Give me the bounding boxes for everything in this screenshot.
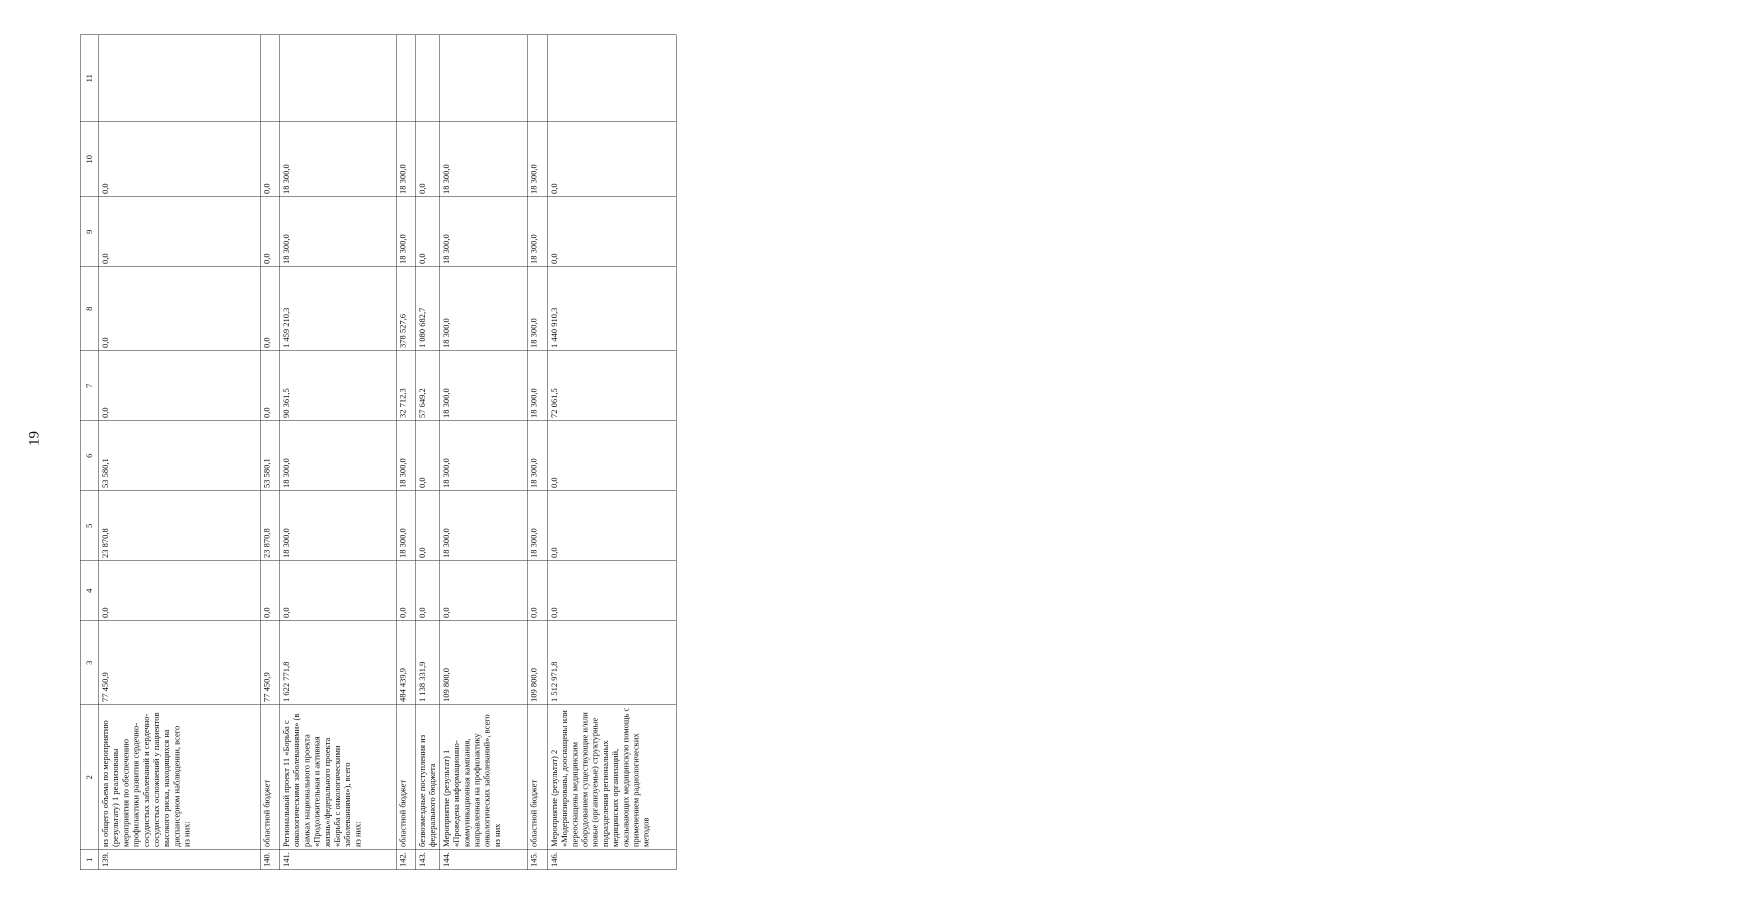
cell-c3: 109 800,0 xyxy=(527,621,548,705)
cell-c5: 18 300,0 xyxy=(396,491,416,561)
cell-c6: 53 580,1 xyxy=(260,421,280,491)
cell-c6: 53 580,1 xyxy=(99,421,261,491)
table-row xyxy=(548,35,677,870)
row-name: безвозмездные поступления из федерального бюджета xyxy=(416,705,440,850)
row-name-suffix: из них xyxy=(492,823,502,847)
cell-c9: 18 300,0 xyxy=(280,197,397,267)
cell-c10: 18 300,0 xyxy=(280,122,397,197)
cell-c4: 0,0 xyxy=(280,561,397,621)
row-number: 145. xyxy=(527,850,548,870)
cell-c6: 18 300,0 xyxy=(440,421,528,491)
cell-c3: 109 800,0 xyxy=(440,621,528,705)
cell-c5: 0,0 xyxy=(416,491,440,561)
row-name-text: Региональный проект 11 «Борьба с онкологическими заболеваниями» (в рамках национального проекта «Продолжительная и активная жизнь»/федерального проекта «Борьба с онкологическими заболеваниями»), всего xyxy=(281,713,353,847)
cell-c5: 0,0 xyxy=(548,491,677,561)
cell-c5: 23 870,8 xyxy=(260,491,280,561)
cell-c5: 18 300,0 xyxy=(440,491,528,561)
cell-c7: 18 300,0 xyxy=(440,351,528,421)
cell-c8: 378 527,6 xyxy=(396,267,416,351)
cell-c11 xyxy=(396,35,416,122)
cell-c8: 0,0 xyxy=(260,267,280,351)
cell-c11 xyxy=(440,35,528,122)
row-name-text: Мероприятие (результат) 1 «Проведена информационно-коммуникационная кампания, направленная на профилактику онкологических заболеваний», всего xyxy=(441,714,492,847)
cell-c10: 18 300,0 xyxy=(440,122,528,197)
row-number: 139. xyxy=(99,850,261,870)
table-row xyxy=(99,35,261,870)
row-name: областной бюджет xyxy=(527,705,548,850)
row-name-suffix: из них: xyxy=(182,821,192,847)
cell-c11 xyxy=(527,35,548,122)
row-name-text: из общего объема по мероприятию (результату) 1 реализованы мероприятия по обеспечению профилактики развития сердечно-сосудистых заболеваний и сердечно-сосудистых осложнений у пациентов высокого риска, находящихся на диспансерном наблюдении, всего xyxy=(100,712,182,847)
header-cell: 7 xyxy=(80,351,99,421)
cell-c4: 0,0 xyxy=(527,561,548,621)
cell-c7: 90 361,5 xyxy=(280,351,397,421)
cell-c4: 0,0 xyxy=(99,561,261,621)
row-name xyxy=(280,705,397,850)
cell-c11 xyxy=(416,35,440,122)
cell-c5: 18 300,0 xyxy=(527,491,548,561)
cell-c7: 0,0 xyxy=(99,351,261,421)
row-name: областной бюджет xyxy=(396,705,416,850)
cell-c4: 0,0 xyxy=(260,561,280,621)
cell-c9: 0,0 xyxy=(260,197,280,267)
cell-c10: 0,0 xyxy=(99,122,261,197)
cell-c3: 1 622 771,8 xyxy=(280,621,397,705)
cell-c7: 57 649,2 xyxy=(416,351,440,421)
cell-c9: 0,0 xyxy=(99,197,261,267)
cell-c4: 0,0 xyxy=(416,561,440,621)
cell-c4: 0,0 xyxy=(440,561,528,621)
header-cell: 1 xyxy=(80,850,99,870)
cell-c4: 0,0 xyxy=(548,561,677,621)
row-name xyxy=(99,705,261,850)
cell-c9: 18 300,0 xyxy=(440,197,528,267)
cell-c7: 0,0 xyxy=(260,351,280,421)
row-number: 140. xyxy=(260,850,280,870)
cell-c7: 72 061,5 xyxy=(548,351,677,421)
cell-c5: 23 870,8 xyxy=(99,491,261,561)
cell-c3: 1 512 971,8 xyxy=(548,621,677,705)
cell-c8: 1 440 910,3 xyxy=(548,267,677,351)
table-row xyxy=(527,35,548,870)
table-row xyxy=(280,35,397,870)
cell-c8: 18 300,0 xyxy=(440,267,528,351)
cell-c3: 1 138 331,9 xyxy=(416,621,440,705)
table-row xyxy=(416,35,440,870)
row-number: 146. xyxy=(548,850,677,870)
header-cell: 9 xyxy=(80,197,99,267)
cell-c9: 18 300,0 xyxy=(527,197,548,267)
cell-c10: 0,0 xyxy=(260,122,280,197)
header-row xyxy=(80,35,99,870)
row-name-suffix: из них: xyxy=(352,821,363,847)
cell-c8: 1 080 682,7 xyxy=(416,267,440,351)
cell-c6: 0,0 xyxy=(416,421,440,491)
page-number: 19 xyxy=(26,431,43,446)
header-cell: 3 xyxy=(80,621,99,705)
cell-c10: 18 300,0 xyxy=(396,122,416,197)
row-number: 142. xyxy=(396,850,416,870)
header-cell: 11 xyxy=(80,35,99,122)
cell-c3: 77 450,9 xyxy=(99,621,261,705)
table-row xyxy=(260,35,280,870)
cell-c11 xyxy=(260,35,280,122)
cell-c6: 18 300,0 xyxy=(396,421,416,491)
cell-c8: 0,0 xyxy=(99,267,261,351)
cell-c11 xyxy=(280,35,397,122)
cell-c9: 18 300,0 xyxy=(396,197,416,267)
cell-c9: 0,0 xyxy=(416,197,440,267)
budget-table xyxy=(80,35,676,871)
cell-c11 xyxy=(548,35,677,122)
cell-c3: 77 450,9 xyxy=(260,621,280,705)
cell-c8: 18 300,0 xyxy=(527,267,548,351)
row-name: Мероприятие (результат) 2 «Модернизированы, дооснащены или переоснащены медицинским оборудованием существующие и/или новые (организуемые) структурные подразделения региональных медицинских организаций, оказывающих медицинскую помощь с применением радиологических методов xyxy=(548,705,677,850)
cell-c3: 484 439,9 xyxy=(396,621,416,705)
cell-c11 xyxy=(99,35,261,122)
table-scaler xyxy=(80,35,676,870)
row-number: 143. xyxy=(416,850,440,870)
cell-c6: 0,0 xyxy=(548,421,677,491)
row-name xyxy=(440,705,528,850)
cell-c10: 0,0 xyxy=(416,122,440,197)
header-cell: 6 xyxy=(80,421,99,491)
cell-c10: 18 300,0 xyxy=(527,122,548,197)
cell-c7: 32 712,3 xyxy=(396,351,416,421)
table-row xyxy=(440,35,528,870)
row-number: 144. xyxy=(440,850,528,870)
cell-c6: 18 300,0 xyxy=(280,421,397,491)
table-row xyxy=(396,35,416,870)
header-cell: 5 xyxy=(80,491,99,561)
cell-c9: 0,0 xyxy=(548,197,677,267)
header-cell: 2 xyxy=(80,705,99,850)
cell-c5: 18 300,0 xyxy=(280,491,397,561)
row-name: областной бюджет xyxy=(260,705,280,850)
header-cell: 8 xyxy=(80,267,99,351)
cell-c7: 18 300,0 xyxy=(527,351,548,421)
cell-c4: 0,0 xyxy=(396,561,416,621)
header-cell: 10 xyxy=(80,122,99,197)
cell-c8: 1 459 210,3 xyxy=(280,267,397,351)
cell-c6: 18 300,0 xyxy=(527,421,548,491)
cell-c10: 0,0 xyxy=(548,122,677,197)
row-number: 141. xyxy=(280,850,397,870)
header-cell: 4 xyxy=(80,561,99,621)
